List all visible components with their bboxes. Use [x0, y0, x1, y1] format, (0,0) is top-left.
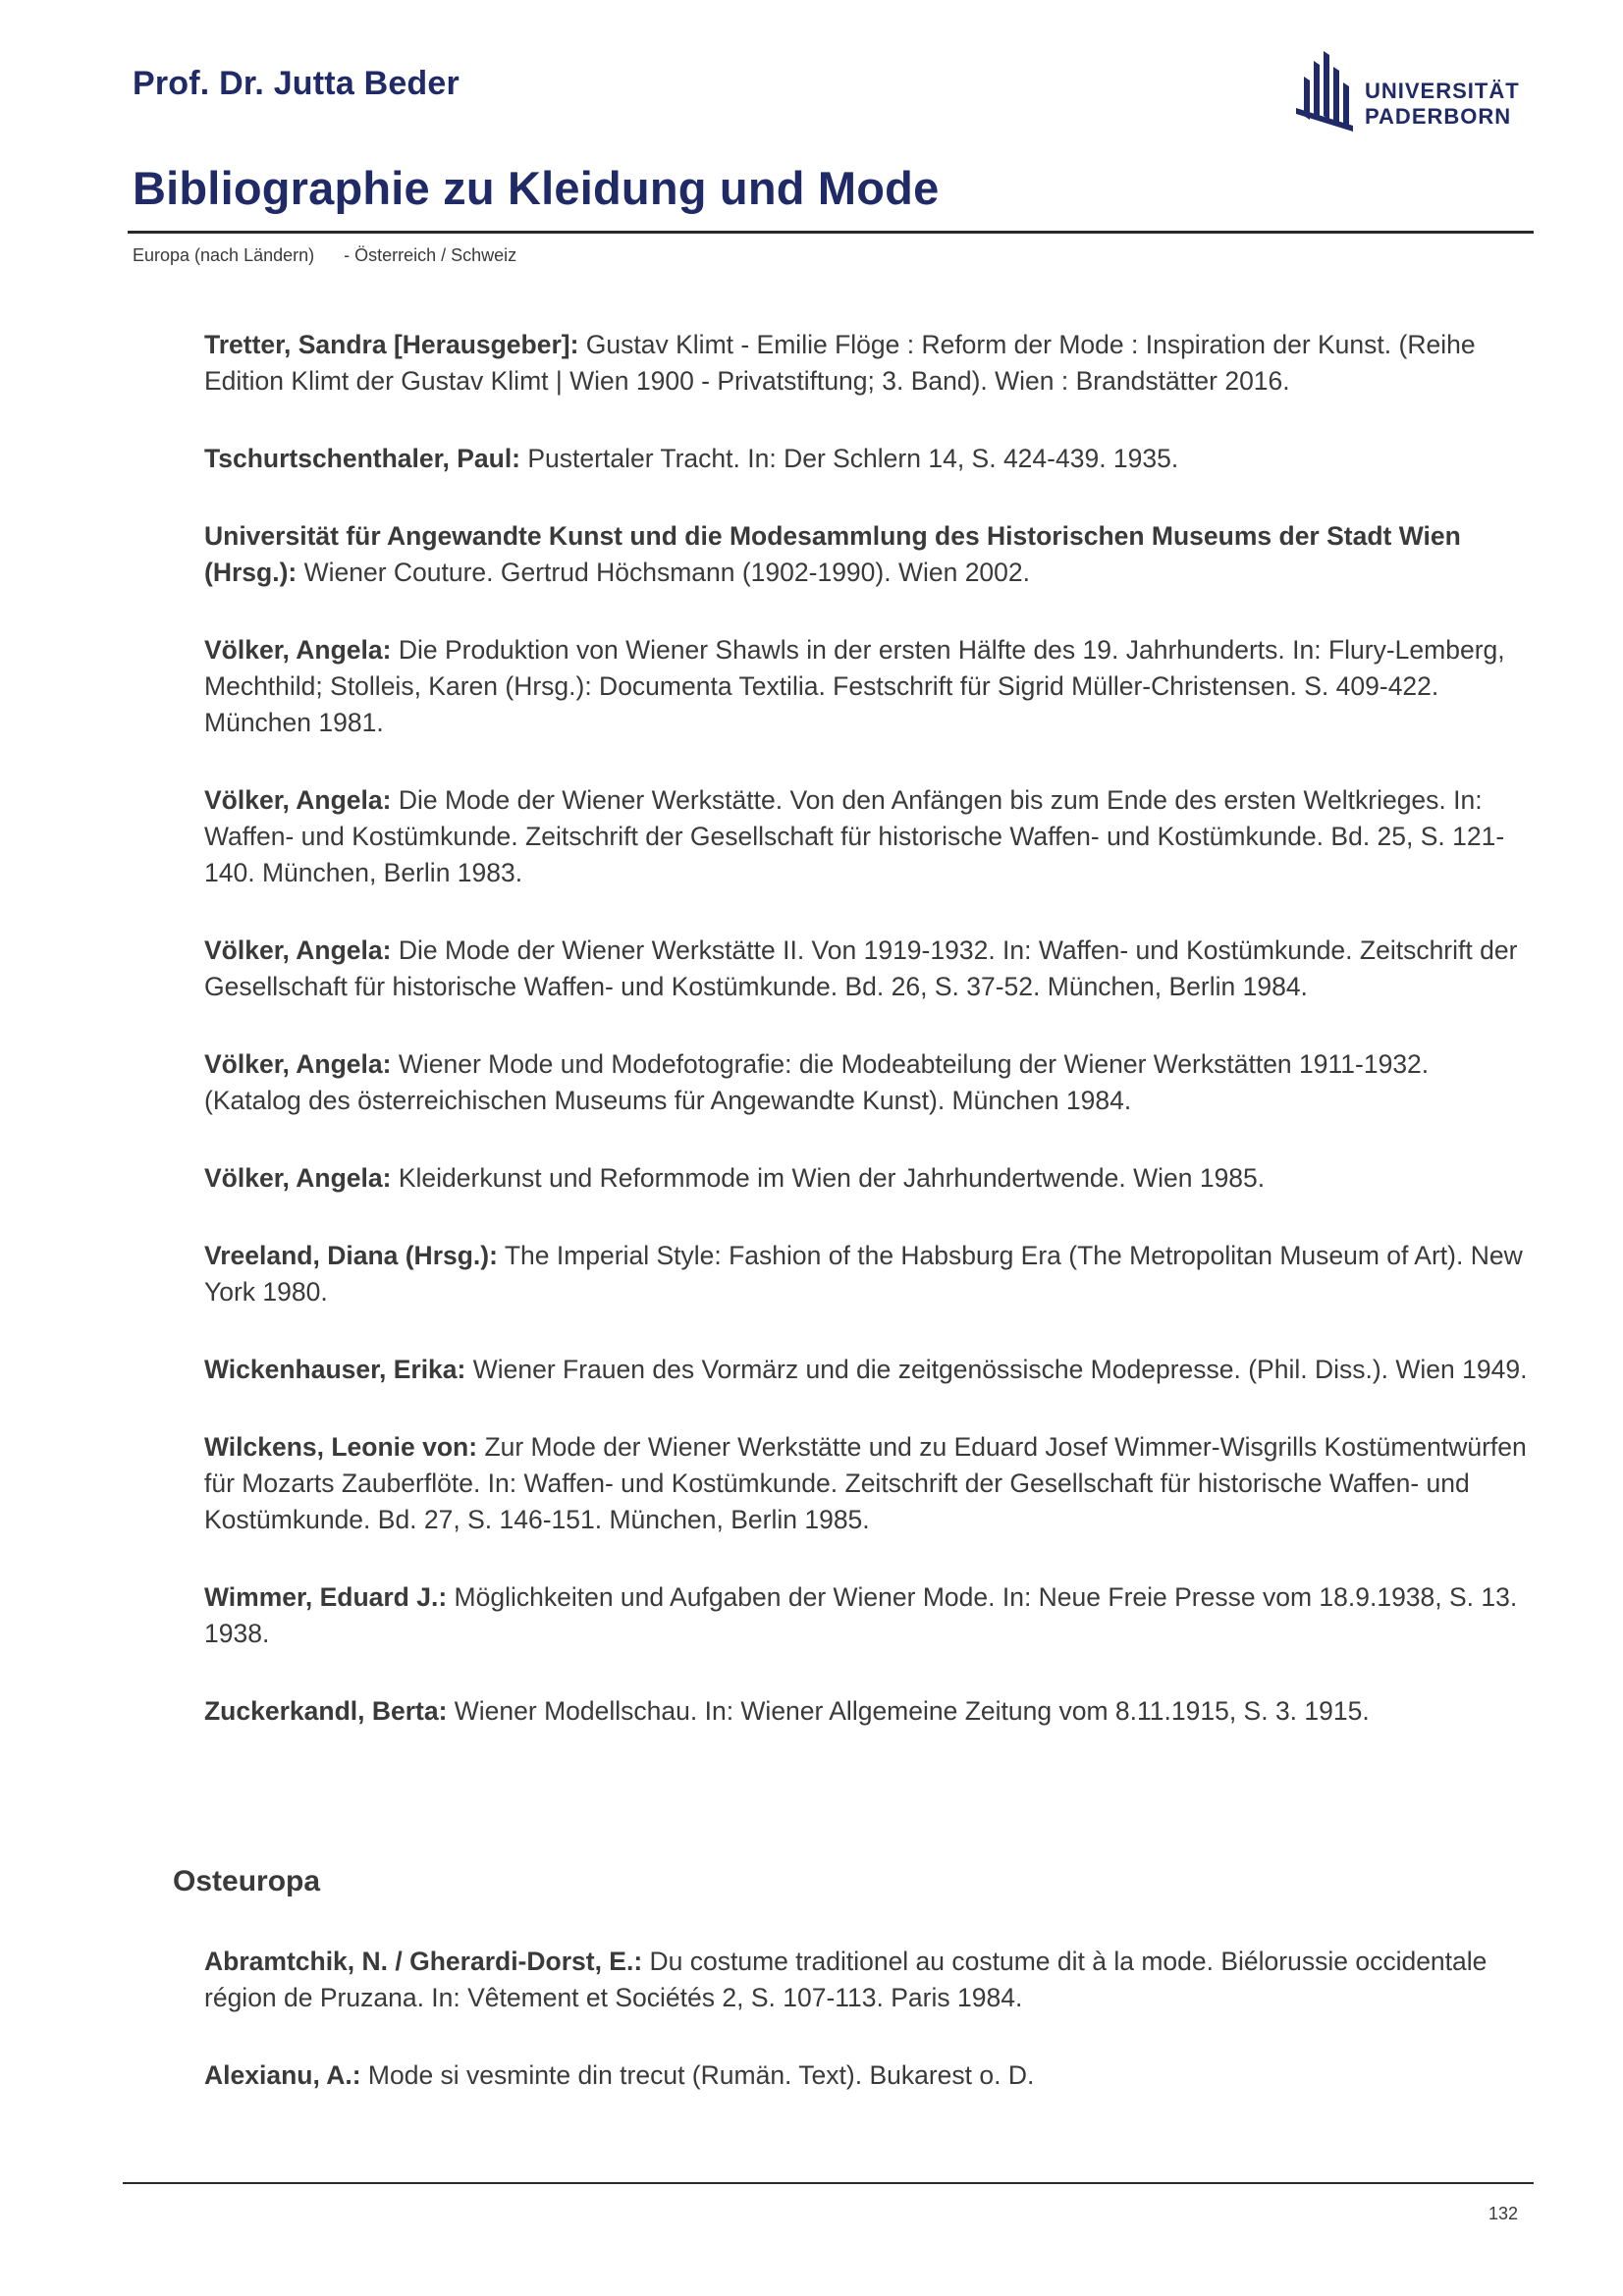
section-heading-osteuropa: Osteuropa: [173, 1865, 321, 1897]
bibliography-entry: [204, 933, 1530, 1005]
logo-wordmark: [1365, 79, 1520, 130]
logo-line-1: UNIVERSITÄT: [1365, 79, 1520, 103]
bibliography-entry: [204, 518, 1530, 591]
footer-divider: [123, 2182, 1534, 2184]
entry-text: Zur Mode der Wiener Werkstätte und zu Eduard Josef Wimmer-Wisgrills Kostümentwürfen für Mozarts Zauberflöte. In: Waffen- und Kostümkunde. Zeitschrift der Gesellschaft für historische Waffen- und Kostümkunde. Bd. 27, S. 146-151. München, Berlin 1985.: [204, 1432, 1527, 1534]
entry-author: Abramtchik, N. / Gherardi-Dorst, E.:: [204, 1947, 643, 1976]
entry-author: Wickenhauser, Erika:: [204, 1355, 466, 1384]
bibliography-entry: [204, 2057, 1530, 2094]
entry-text: Pustertaler Tracht. In: Der Schlern 14, S. 424-439. 1935.: [520, 444, 1179, 473]
entry-text: Möglichkeiten und Aufgaben der Wiener Mode. In: Neue Freie Presse vom 18.9.1938, S. 13. 1938.: [204, 1582, 1518, 1648]
bibliography-entry: [204, 1429, 1530, 1538]
page-number: 132: [1488, 2204, 1519, 2223]
entry-author: Tretter, Sandra [Herausgeber]:: [204, 330, 579, 359]
breadcrumb-subsection: - Österreich / Schweiz: [344, 245, 517, 265]
entry-text: Du costume traditionel au costume dit à la mode. Biélorussie occidentale région de Pruzana. In: Vêtement et Sociétés 2, S. 107-113. Paris 1984.: [204, 1947, 1488, 2012]
bibliography-list: [204, 327, 1530, 1771]
entry-author: Universität für Angewandte Kunst und die Modesammlung des Historischen Museums der Stadt Wien (Hrsg.):: [204, 521, 1461, 587]
logo-line-2: PADERBORN: [1365, 104, 1512, 129]
university-paderborn-logo-icon: [1294, 49, 1355, 132]
entry-text: Kleiderkunst und Reformmode im Wien der Jahrhundertwende. Wien 1985.: [391, 1163, 1266, 1193]
entry-text: Wiener Modellschau. In: Wiener Allgemeine Zeitung vom 8.11.1915, S. 3. 1915.: [447, 1696, 1370, 1726]
bibliography-entry: [204, 1238, 1530, 1310]
entry-text: Wiener Mode und Modefotografie: die Modeabteilung der Wiener Werkstätten 1911-1932. (Katalog des österreichischen Museums für Angewandte Kunst). München 1984.: [204, 1049, 1430, 1115]
bibliography-entry: [204, 1160, 1530, 1197]
entry-text: Wiener Frauen des Vormärz und die zeitgenössische Modepresse. (Phil. Diss.). Wien 1949.: [465, 1355, 1528, 1384]
author-name: Prof. Dr. Jutta Beder: [133, 65, 460, 102]
entry-author: Vreeland, Diana (Hrsg.):: [204, 1241, 498, 1270]
entry-author: Völker, Angela:: [204, 935, 392, 965]
breadcrumb: [133, 245, 516, 266]
page-title: Bibliographie zu Kleidung und Mode: [133, 162, 940, 214]
bibliography-entry: [204, 1352, 1530, 1388]
entry-author: Völker, Angela:: [204, 1049, 392, 1079]
bibliography-list-osteuropa: [204, 1944, 1530, 2135]
bibliography-entry: [204, 1579, 1530, 1652]
bibliography-entry: [204, 1944, 1530, 2016]
entry-text: Die Produktion von Wiener Shawls in der ersten Hälfte des 19. Jahrhunderts. In: Flury-Lemberg, Mechthild; Stolleis, Karen (Hrsg.): Documenta Textilia. Festschrift für Sigrid Müller-Christensen. S. 409-422. München 1981.: [204, 635, 1505, 737]
breadcrumb-section: Europa (nach Ländern): [133, 245, 315, 265]
entry-author: Völker, Angela:: [204, 785, 392, 815]
entry-author: Wilckens, Leonie von:: [204, 1432, 478, 1462]
entry-text: Die Mode der Wiener Werkstätte. Von den Anfängen bis zum Ende des ersten Weltkrieges. In: Waffen- und Kostümkunde. Zeitschrift der Gesellschaft für historische Waffen- und Kostümkunde. Bd. 25, S. 121-140. München, Berlin 1983.: [204, 785, 1505, 887]
entry-text: The Imperial Style: Fashion of the Habsburg Era (The Metropolitan Museum of Art). New York 1980.: [204, 1241, 1523, 1307]
entry-author: Zuckerkandl, Berta:: [204, 1696, 448, 1726]
bibliography-entry: [204, 327, 1530, 400]
entry-author: Völker, Angela:: [204, 1163, 392, 1193]
entry-author: Wimmer, Eduard J.:: [204, 1582, 448, 1612]
bibliography-entry: [204, 782, 1530, 891]
entry-author: Alexianu, A.:: [204, 2060, 361, 2090]
university-logo[interactable]: [1294, 49, 1530, 132]
entry-text: Mode si vesminte din trecut (Rumän. Text). Bukarest o. D.: [360, 2060, 1035, 2090]
header-divider: [128, 231, 1534, 234]
bibliography-entry: [204, 441, 1530, 477]
bibliography-entry: [204, 1046, 1530, 1119]
entry-author: Tschurtschenthaler, Paul:: [204, 444, 521, 473]
bibliography-entry: [204, 632, 1530, 741]
entry-text: Die Mode der Wiener Werkstätte II. Von 1919-1932. In: Waffen- und Kostümkunde. Zeitschrift der Gesellschaft für historische Waffen- und Kostümkunde. Bd. 26, S. 37-52. München, Berlin 1984.: [204, 935, 1518, 1001]
entry-text: Gustav Klimt - Emilie Flöge : Reform der Mode : Inspiration der Kunst. (Reihe Edition Klimt der Gustav Klimt | Wien 1900 - Privatstiftung; 3. Band). Wien : Brandstätter 2016.: [204, 330, 1476, 396]
bibliography-entry: [204, 1693, 1530, 1730]
entry-author: Völker, Angela:: [204, 635, 392, 665]
entry-text: Wiener Couture. Gertrud Höchsmann (1902-1990). Wien 2002.: [297, 558, 1031, 587]
